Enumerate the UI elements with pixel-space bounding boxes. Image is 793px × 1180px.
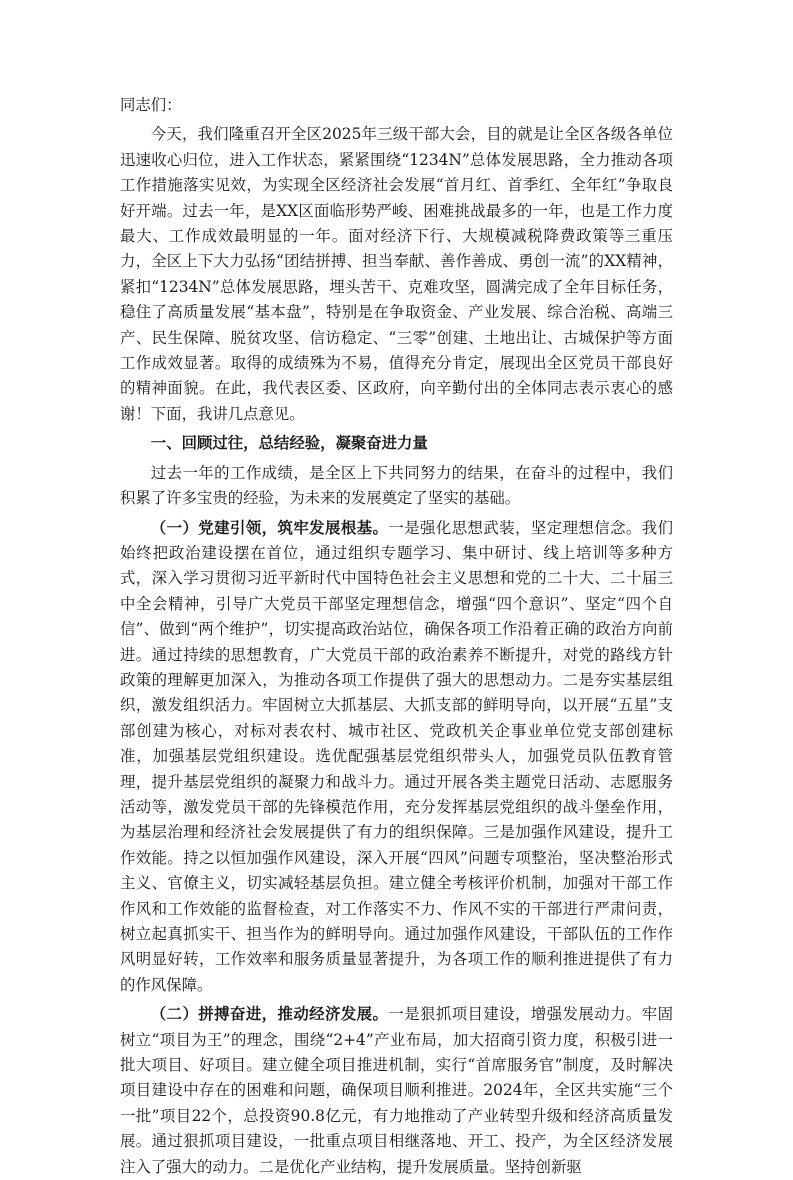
part-1-paragraph [120, 516, 673, 999]
salutation: 同志们： [120, 96, 182, 114]
intro-paragraph: 今天，我们隆重召开全区2025年三级干部大会，目的就是让全区各级各单位迅速收心归位，进入工作状态，紧紧围绕“1234N”总体发展思路，全力推动各项工作措施落实见效，为实现全区经济社会发展“首月红、首季红、全年红”争取良好开端。过去一年，是XX区面临形势严峻、困难挑战最多的一年，也是工作力度最大、工作成效最明显的一年。面对经济下行、大规模减税降费政策等三重压力，全区上下大力弘扬“团结拼搏、担当奉献、善作善成、勇创一流”的XX精神，紧扣“1234N”总体发展思路，埋头苦干、克难攻坚，圆满完成了全年目标任务，稳住了高质量发展“基本盘”，特别是在争取资金、产业发展、综合治税、高端三产、民生保障、脱贫攻坚、信访稳定、“三零”创建、土地出让、古城保护等方面工作成效显著。取得的成绩殊为不易，值得充分肯定，展现出全区党员干部良好的精神面貌。在此，我代表区委、区政府，向辛勤付出的全体同志表示衷心的感谢！下面，我讲几点意见。 [120, 125, 673, 423]
section-heading-1: 一、回顾过往，总结经验，凝聚奋进力量 [150, 434, 428, 453]
section-intro-paragraph: 过去一年的工作成绩，是全区上下共同努力的结果，在奋斗的过程中，我们积累了许多宝贵的经验，为未来的发展奠定了坚实的基础。 [120, 463, 673, 508]
part-1-body: 一是强化思想武装，坚定理想信念。我们始终把政治建设摆在首位，通过组织专题学习、集中研讨、线上培训等多种方式，深入学习贯彻习近平新时代中国特色社会主义思想和党的二十大、二十届三中全会精神，引导广大党员干部坚定理想信念，增强“四个意识”、坚定“四个自信”、做到“两个维护”，切实提高政治站位，确保各项工作沿着正确的政治方向前进。通过持续的思想教育，广大党员干部的政治素养不断提升，对党的路线方针政策的理解更加深入，为推动各项工作提供了强大的思想动力。二是夯实基层组织，激发组织活力。牢固树立大抓基层、大抓支部的鲜明导向，以开展“五星”支部创建为核心，对标对表农村、城市社区、党政机关企事业单位党支部创建标准，加强基层党组织建设。选优配强基层党组织带头人，加强党员队伍教育管理，提升基层党组织的凝聚力和战斗力。通过开展各类主题党日活动、志愿服务活动等，激发党员干部的先锋模范作用，充分发挥基层党组织的战斗堡垒作用，为基层治理和经济社会发展提供了有力的组织保障。三是加强作风建设，提升工作效能。持之以恒加强作风建设，深入开展“四风”问题专项整治，坚决整治形式主义、官僚主义，切实减轻基层负担。建立健全考核评价机制，加强对干部工作作风和工作效能的监督检查，对工作落实不力、作风不实的干部进行严肃问责，树立起真抓实干、担当作为的鲜明导向。通过加强作风建设，干部队伍的工作作风明显好转，工作效率和服务质量显著提升，为各项工作的顺利推进提供了有力的作风保障。 [120, 518, 673, 994]
part-1-title: （一）党建引领，筑牢发展根基。 [150, 518, 389, 537]
part-2-title: （二）拼搏奋进，推动经济发展。 [150, 1005, 389, 1024]
part-2-body: 一是狠抓项目建设，增强发展动力。牢固树立“项目为王”的理念，围绕“2+4”产业布局，加大招商引资力度，积极引进一批大项目、好项目。建立健全项目推进机制，实行“首席服务官”制度，及时解决项目建设中存在的困难和问题，确保项目顺利推进。2024年，全区共实施“三个一批”项目22个，总投资90.8亿元，有力地推动了产业转型升级和经济高质量发展。通过狠抓项目建设，一批重点项目相继落地、开工、投产，为全区经济发展注入了强大的动力。二是优化产业结构，提升发展质量。坚持创新驱 [120, 1005, 673, 1176]
part-2-paragraph [120, 1002, 673, 1180]
document-body [120, 93, 673, 1180]
